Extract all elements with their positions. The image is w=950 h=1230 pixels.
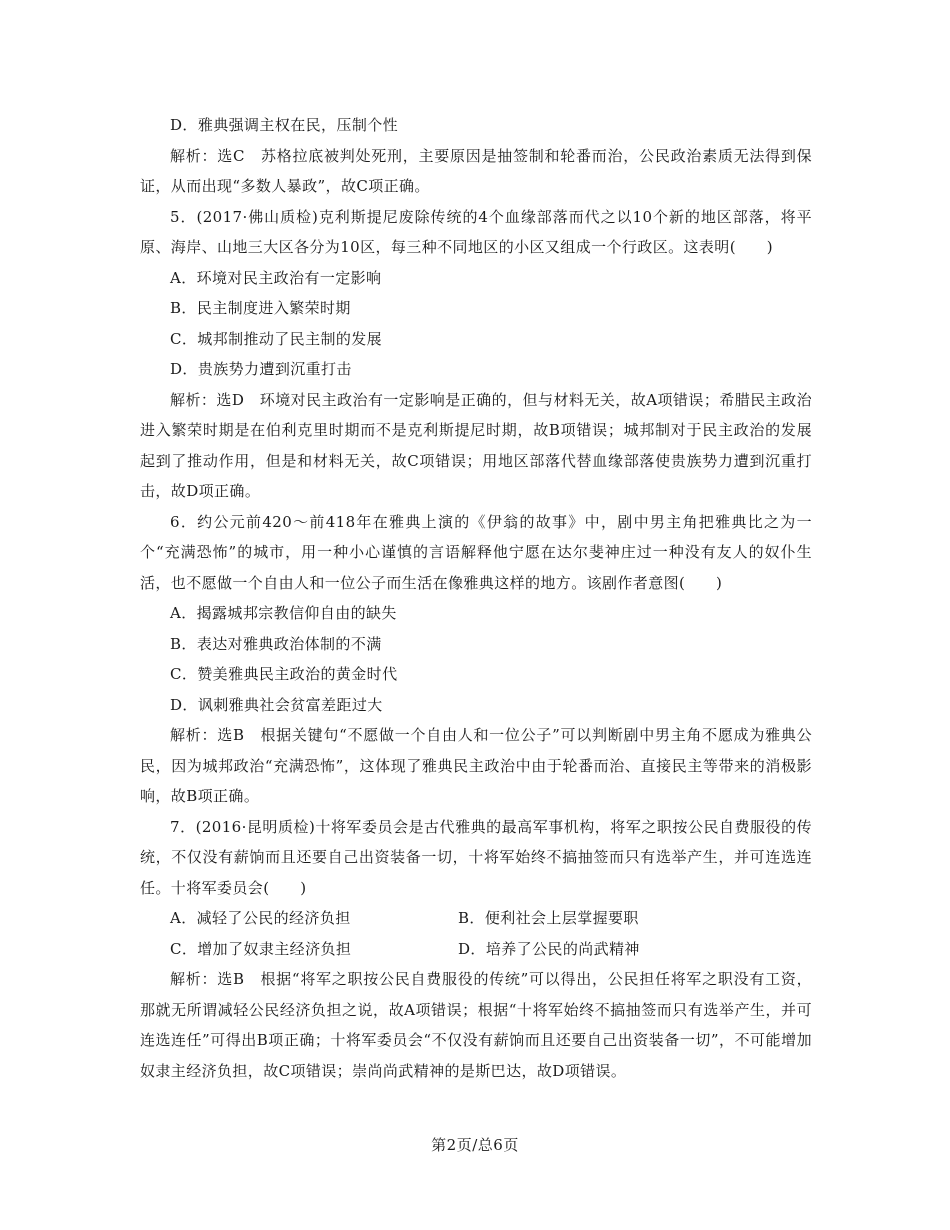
question-5-stem: 5．(2017·佛山质检)克利斯提尼废除传统的4个血缘部落而代之以10个新的地区部落，将平原、海岸、山地三大区各分为10区，每三种不同地区的小区又组成一个行政区。这表明( ) bbox=[140, 207, 812, 256]
prev-analysis: 解析：选C 苏格拉底被判处死刑，主要原因是抽签制和轮番而治，公民政治素质无法得到保证，从而出现“多数人暴政”，故C项正确。 bbox=[140, 146, 812, 195]
q5-option-a: A．环境对民主政治有一定影响 bbox=[170, 268, 382, 287]
q5-option-b: B．民主制度进入繁荣时期 bbox=[170, 299, 351, 317]
q7-option-a: A．减轻了公民的经济负担 bbox=[170, 909, 351, 927]
q6-option-b: B．表达对雅典政治体制的不满 bbox=[170, 634, 382, 653]
document-body bbox=[140, 110, 812, 1086]
q6-analysis: 解析：选B 根据关键句“不愿做一个自由人和一位公子”可以判断剧中男主角不愿成为雅典公民，因为城邦政治“充满恐怖”，这体现了雅典民主政治中由于轮番而治、直接民主等带来的消极影响，故B项正确。 bbox=[140, 726, 812, 805]
question-7-stem: 7．(2016·昆明质检)十将军委员会是古代雅典的最高军事机构，将军之职按公民自费服役的传统，不仅没有薪饷而且还要自己出资装备一切，十将军始终不搞抽签而只有选举产生，并可连选连任。十将军委员会( ) bbox=[140, 817, 812, 897]
q7-options-row-2 bbox=[140, 934, 812, 965]
q5-option-c: C．城邦制推动了民主制的发展 bbox=[170, 329, 383, 348]
q5-option-d: D．贵族势力遭到沉重打击 bbox=[170, 360, 352, 378]
q5-analysis: 解析：选D 环境对民主政治有一定影响是正确的，但与材料无关，故A项错误；希腊民主政治进入繁荣时期是在伯利克里时期而不是克利斯提尼时期，故B项错误；城邦制对于民主政治的发展起到了推动作用，但是和材料无关，故C项错误；用地区部落代替血缘部落使贵族势力遭到沉重打击，故D项正确。 bbox=[140, 390, 812, 500]
q7-option-c: C．增加了奴隶主经济负担 bbox=[170, 939, 352, 958]
q7-analysis: 解析：选B 根据“将军之职按公民自费服役的传统”可以得出，公民担任将军之职没有工资，那就无所谓减轻公民经济负担之说，故A项错误；根据“十将军始终不搞抽签而只有选举产生，并可连选连任”可得出B项正确；十将军委员会“不仅没有薪饷而且还要自己出资装备一切”，不可能增加奴隶主经济负担，故C项错误；崇尚尚武精神的是斯巴达，故D项错误。 bbox=[140, 970, 812, 1080]
q6-option-d: D．讽刺雅典社会贫富差距过大 bbox=[170, 695, 383, 714]
question-6-stem: 6．约公元前420～前418年在雅典上演的《伊翁的故事》中，剧中男主角把雅典比之为一个“充满恐怖”的城市，用一种小心谨慎的言语解释他宁愿在达尔斐神庄过一种没有友人的奴仆生活，也不愿做一个自由人和一位公子而生活在像雅典这样的地方。该剧作者意图( ) bbox=[140, 512, 812, 592]
q6-option-c: C．赞美雅典民主政治的黄金时代 bbox=[170, 665, 398, 683]
q6-option-a: A．揭露城邦宗教信仰自由的缺失 bbox=[170, 604, 397, 622]
page-footer: 第2页/总6页 bbox=[431, 1136, 519, 1154]
prev-option-d: D．雅典强调主权在民，压制个性 bbox=[170, 116, 399, 134]
q7-option-b: B．便利社会上层掌握要职 bbox=[458, 909, 639, 927]
q7-option-d: D．培养了公民的尚武精神 bbox=[458, 939, 640, 958]
q7-options-row-1 bbox=[140, 903, 812, 934]
